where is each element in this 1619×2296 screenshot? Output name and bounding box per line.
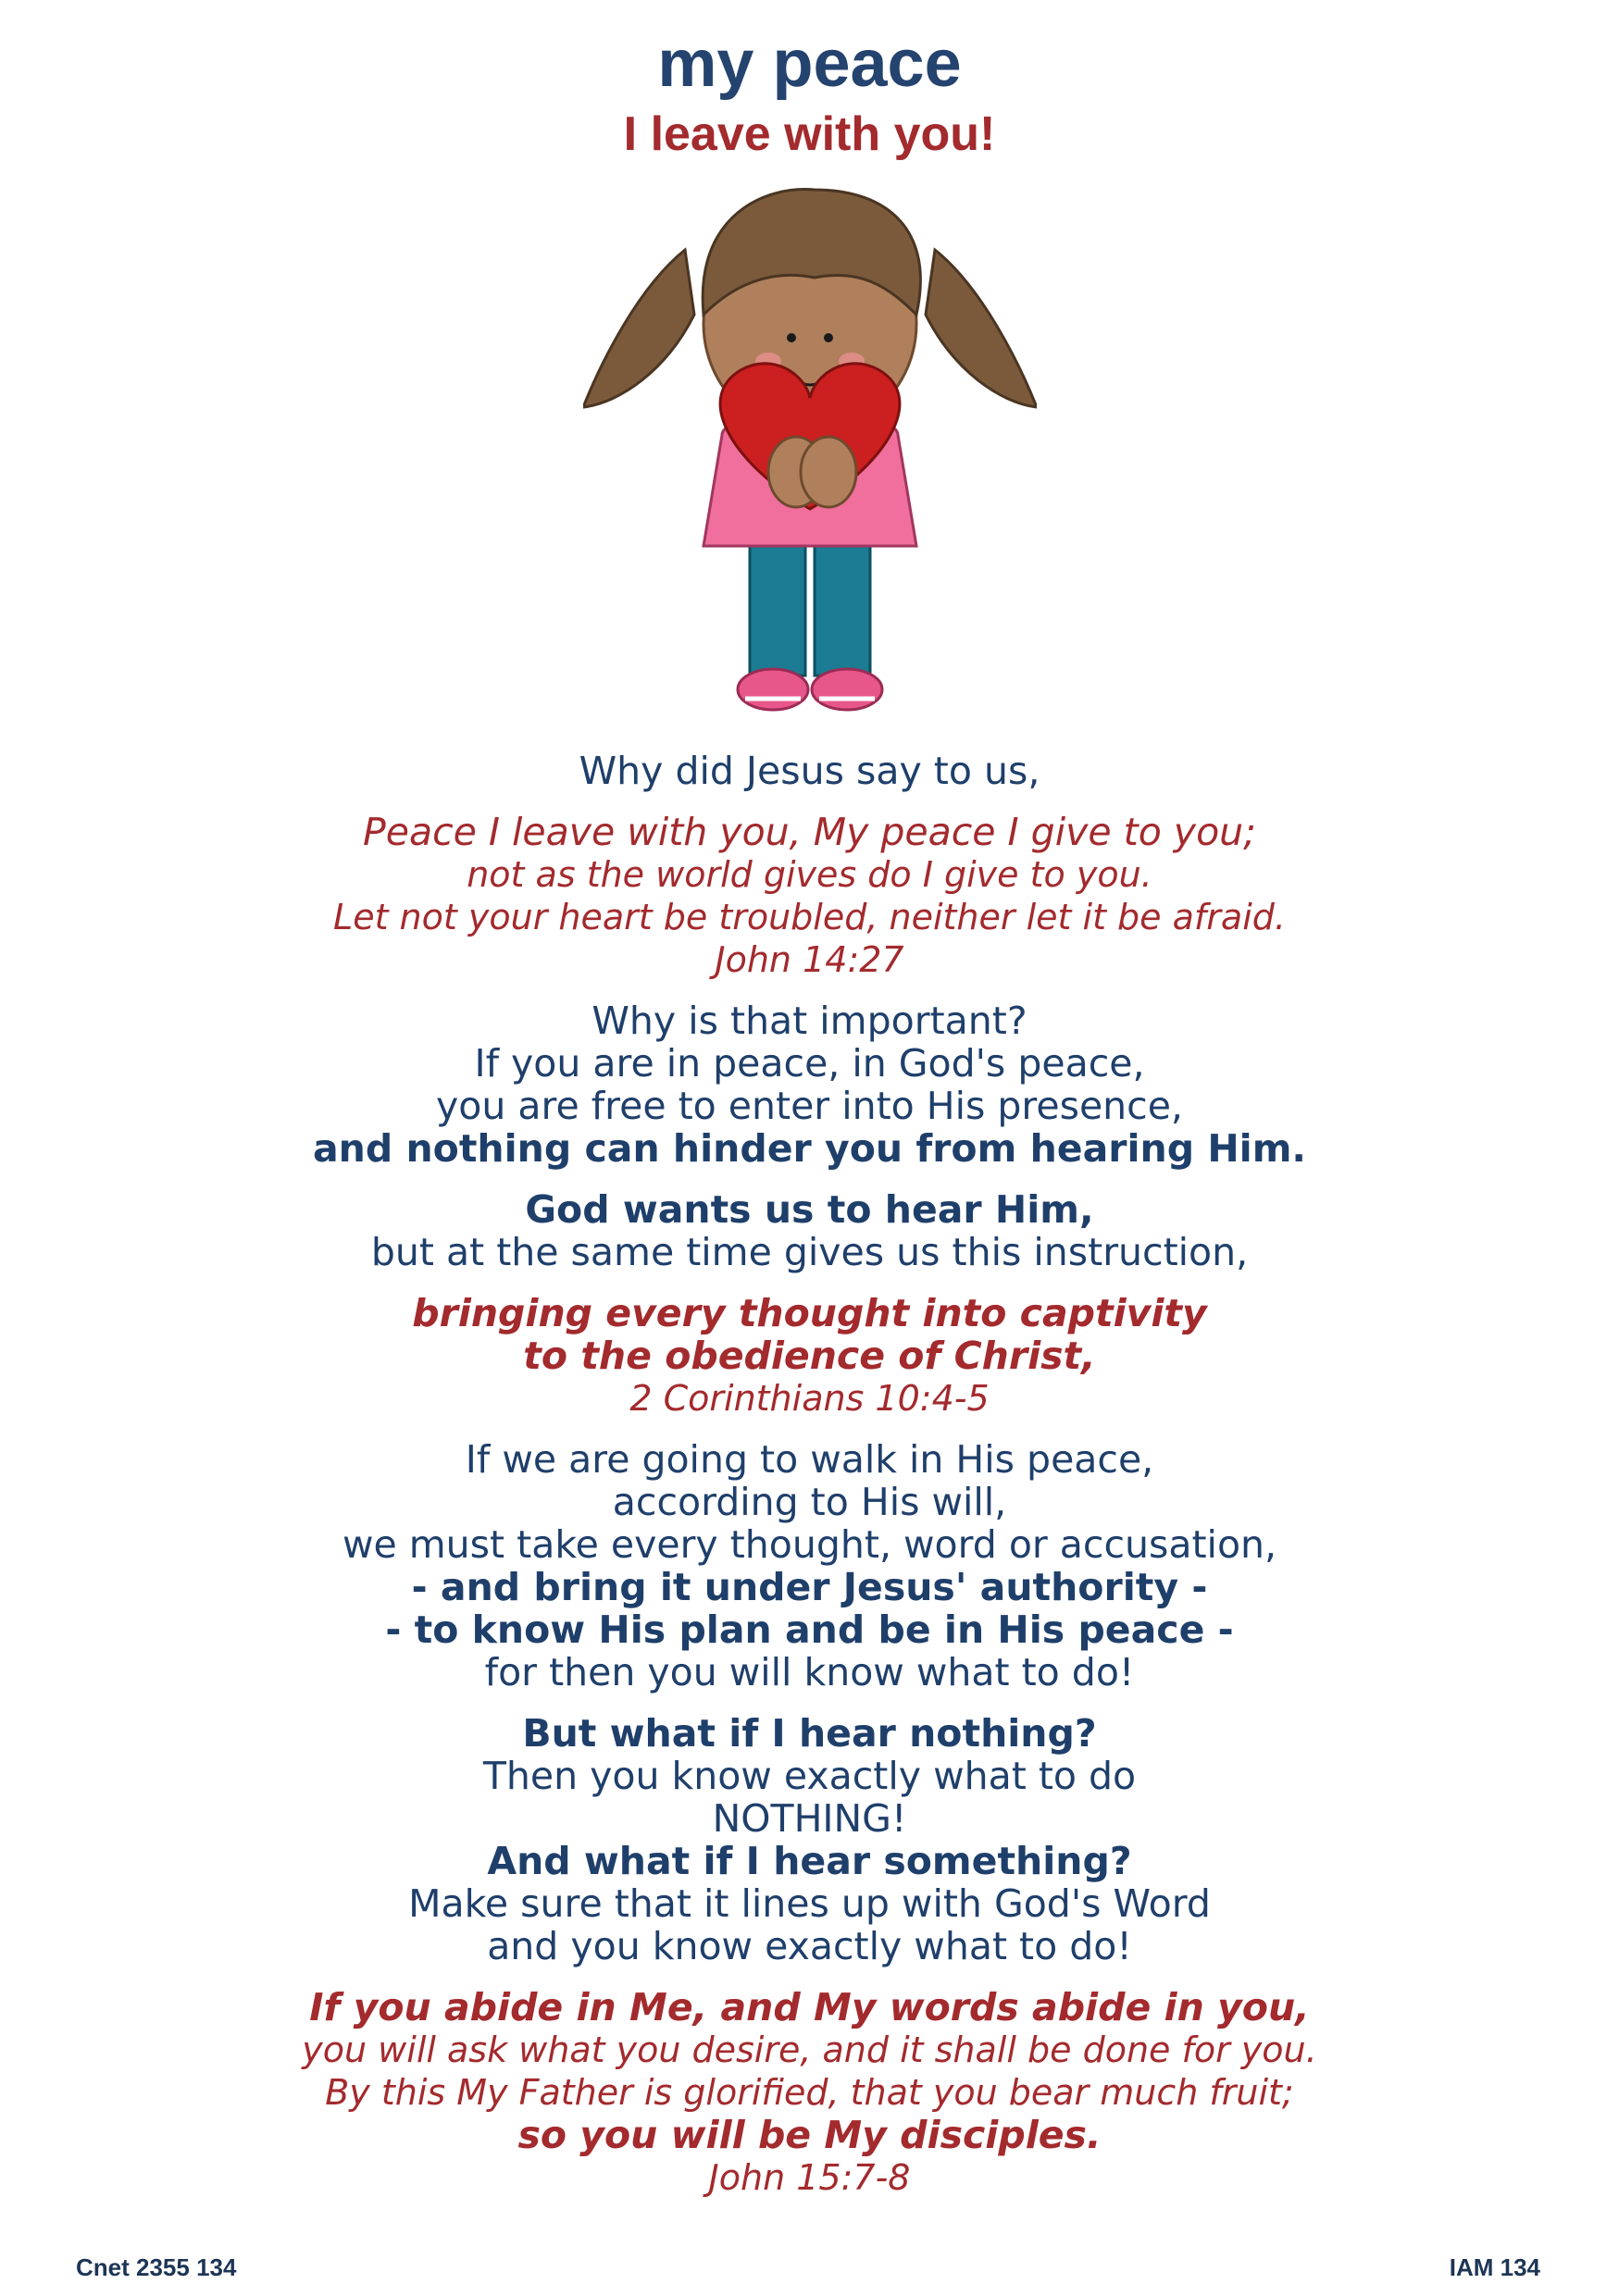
- text-line: Why is that important?: [592, 999, 1027, 1043]
- emphasis-line: and nothing can hinder you from hearing Him.: [313, 1126, 1306, 1171]
- scripture-line: not as the world gives do I give to you.: [467, 854, 1152, 895]
- page-subtitle: I leave with you!: [623, 107, 996, 161]
- scripture-reference: John 14:27: [715, 939, 904, 980]
- scripture-line: Let not your heart be troubled, neither let it be afraid.: [333, 897, 1286, 937]
- text-line: If you are in peace, in God's peace,: [474, 1041, 1145, 1086]
- footer-right-code: IAM 134: [1449, 2253, 1540, 2281]
- text-line: you are free to enter into His presence,: [436, 1084, 1183, 1128]
- text-line: for then you will know what to do!: [484, 1650, 1135, 1694]
- page-title: my peace: [657, 27, 962, 101]
- scripture-line: bringing every thought into captivity: [412, 1291, 1207, 1335]
- question-line: And what if I hear something?: [487, 1839, 1132, 1883]
- scripture-line: By this My Father is glorified, that you bear much fruit;: [325, 2072, 1294, 2113]
- scripture-line: so you will be My disciples.: [517, 2113, 1102, 2157]
- scripture-reference: 2 Corinthians 10:4-5: [629, 1378, 990, 1419]
- text-line: and you know exactly what to do!: [487, 1924, 1132, 1968]
- text-line: Then you know exactly what to do: [482, 1754, 1137, 1798]
- scripture-line: If you abide in Me, and My words abide in you,: [309, 1985, 1310, 2029]
- scripture-line: to the obedience of Christ,: [523, 1334, 1096, 1378]
- footer-left-code: Cnet 2355 134: [76, 2253, 237, 2281]
- girl-holding-heart-illustration: [583, 176, 1037, 731]
- text-line: but at the same time gives us this instruction,: [370, 1230, 1249, 1274]
- question-line: But what if I hear nothing?: [522, 1711, 1097, 1756]
- scripture-line: Peace I leave with you, My peace I give to you;: [363, 810, 1256, 854]
- text-line: Make sure that it lines up with God's Word: [408, 1881, 1211, 1926]
- text-line: we must take every thought, word or accusation,: [342, 1522, 1277, 1567]
- emphasis-line: God wants us to hear Him,: [525, 1187, 1094, 1232]
- scripture-reference: John 15:7-8: [708, 2157, 911, 2198]
- text-body: [0, 750, 1619, 2199]
- scripture-line: you will ask what you desire, and it shall be done for you.: [302, 2029, 1317, 2070]
- text-line: If we are going to walk in His peace,: [465, 1437, 1154, 1482]
- emphasis-line: - and bring it under Jesus' authority -: [411, 1565, 1208, 1609]
- question-line: Why did Jesus say to us,: [579, 749, 1040, 793]
- text-line: according to His will,: [612, 1480, 1007, 1524]
- text-line: NOTHING!: [712, 1796, 907, 1841]
- emphasis-line: - to know His plan and be in His peace -: [385, 1607, 1234, 1652]
